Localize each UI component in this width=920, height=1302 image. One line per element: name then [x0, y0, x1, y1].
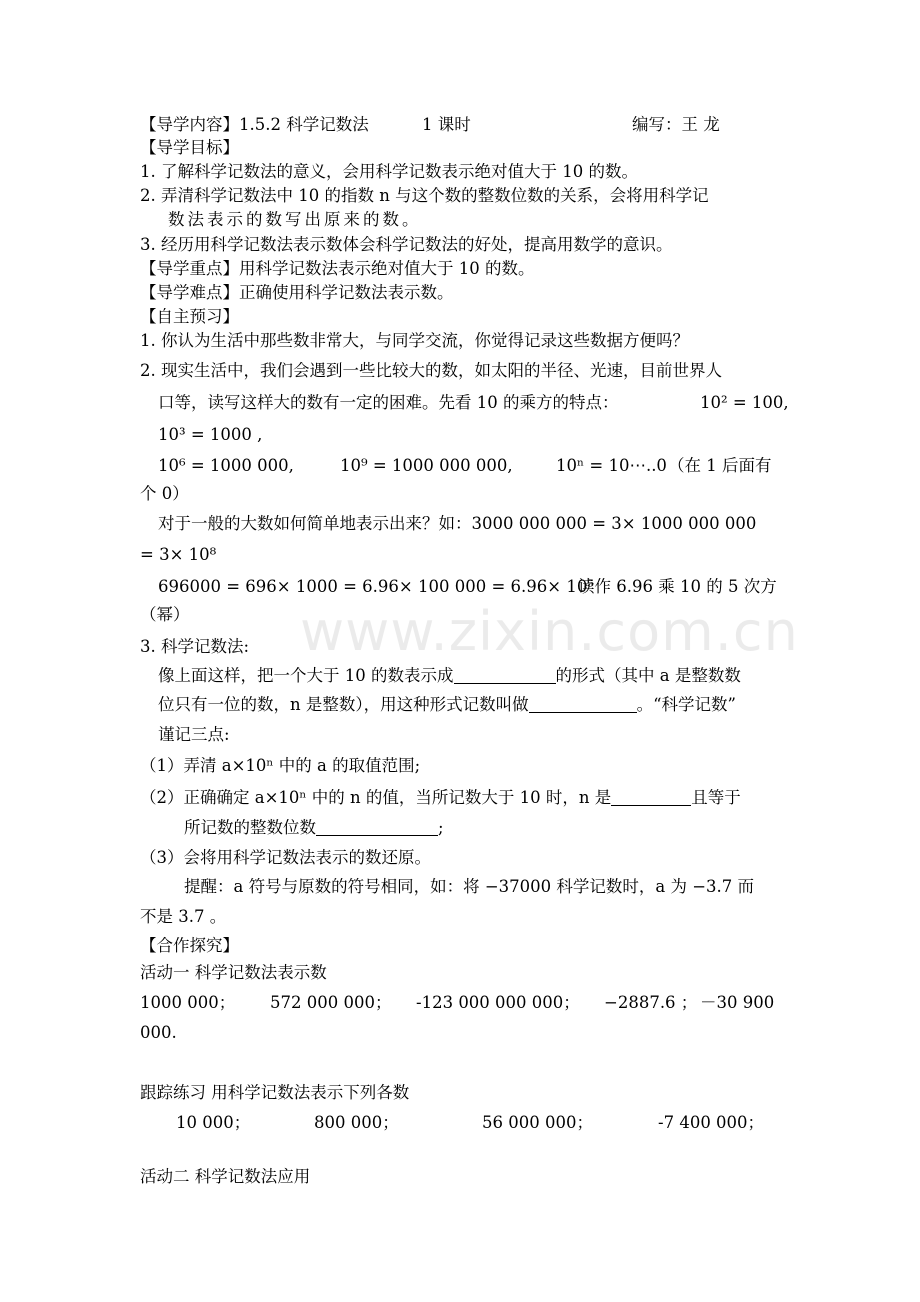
header-hours: 1 课时: [422, 115, 471, 134]
power-2: 10² = 100,: [700, 393, 789, 412]
sci-def-2: 位只有一位的数，n 是整数），用这种形式记数叫做 。“科学记数”: [158, 695, 736, 714]
remember-heading: 谨记三点:: [158, 725, 230, 744]
activity-1-num: 572 000 000；: [270, 993, 392, 1012]
point-1: （1）弄清 a×10ⁿ 中的 a 的取值范围;: [140, 756, 421, 775]
preview-q2-cont: 口等，读写这样大的数有一定的困难。先看 10 的乘方的特点：: [158, 393, 619, 412]
blank-n[interactable]: [611, 789, 691, 806]
example-2-reading-cont: （幂）: [140, 605, 190, 624]
goal-2: 2. 弄清科学记数法中 10 的指数 n 与这个数的整数位数的关系，会将用科学记: [140, 186, 709, 205]
power-9: 10⁹ = 1000 000 000,: [340, 456, 513, 475]
coop-heading: 【合作探究】: [140, 936, 239, 955]
example-answer: = 3× 10⁸: [140, 545, 217, 564]
watermark: www.zixin.com.cn: [300, 600, 799, 663]
tip-1: 提醒：a 符号与原数的符号相同，如：将 −37000 科学记数时，a 为 −3.7 而: [184, 877, 755, 896]
power-3: 10³ = 1000 ,: [158, 425, 263, 444]
blank-form[interactable]: [454, 667, 556, 684]
example-2: 696000 = 696× 1000 = 6.96× 100 000 = 6.96× 10⁵: [158, 577, 594, 596]
goal-1: 1. 了解科学记数法的意义，会用科学记数表示绝对值大于 10 的数。: [140, 162, 638, 181]
key-point: 【导学重点】用科学记数法表示绝对值大于 10 的数。: [140, 259, 535, 278]
example-question: 对于一般的大数如何简单地表示出来？如：3000 000 000 = 3× 1000 000 000: [158, 514, 757, 533]
goal-2-cont: 数法表示的数写出原来的数。: [168, 210, 422, 229]
activity-1: 活动一 科学记数法表示数: [140, 963, 327, 982]
goal-3: 3. 经历用科学记数法表示数体会科学记数法的好处，提高用数学的意识。: [140, 235, 673, 254]
header-content: 【导学内容】1.5.2 科学记数法: [140, 115, 369, 134]
practice-num: 10 000；: [176, 1113, 251, 1132]
blank-term[interactable]: [529, 696, 637, 713]
preview-q1: 1. 你认为生活中那些数非常大，与同学交流，你觉得记录这些数据方便吗？: [140, 331, 689, 350]
sci-heading: 3. 科学记数法:: [140, 637, 250, 656]
activity-1-num: －30 900: [700, 993, 775, 1012]
activity-2: 活动二 科学记数法应用: [140, 1167, 311, 1186]
difficulty: 【导学难点】正确使用科学记数法表示数。: [140, 283, 454, 302]
point-2: （2）正确确定 a×10ⁿ 中的 n 的值，当所记数大于 10 时，n 是 且等于: [140, 788, 741, 807]
preview-heading: 【自主预习】: [140, 307, 239, 326]
practice-heading: 跟踪练习 用科学记数法表示下列各数: [140, 1083, 410, 1102]
power-n: 10ⁿ = 10⋯..0: [556, 456, 667, 475]
blank-digits[interactable]: [316, 819, 438, 836]
practice-num: -7 400 000；: [658, 1113, 765, 1132]
activity-1-num-cont: 000.: [140, 1023, 177, 1042]
power-n-note: （在 1 后面有: [668, 456, 772, 475]
power-n-note-cont: 个 0）: [140, 484, 189, 503]
goals-heading: 【导学目标】: [140, 138, 239, 157]
activity-1-num: −2887.6 ；: [604, 993, 698, 1012]
header-author: 编写：王 龙: [632, 115, 720, 134]
power-6: 10⁶ = 1000 000,: [158, 456, 294, 475]
practice-num: 800 000；: [314, 1113, 399, 1132]
tip-2: 不是 3.7 。: [140, 907, 227, 926]
preview-q2: 2. 现实生活中，我们会遇到一些比较大的数，如太阳的半径、光速，目前世界人: [140, 361, 722, 380]
activity-1-num: 1000 000；: [140, 993, 236, 1012]
point-2-cont: 所记数的整数位数 ;: [184, 818, 444, 837]
sci-def-1: 像上面这样，把一个大于 10 的数表示成 的形式（其中 a 是整数数: [158, 666, 741, 685]
point-3: （3）会将用科学记数法表示的数还原。: [140, 848, 431, 867]
practice-num: 56 000 000；: [482, 1113, 593, 1132]
activity-1-num: -123 000 000 000；: [416, 993, 580, 1012]
example-2-reading: 读作 6.96 乘 10 的 5 次方: [578, 577, 777, 596]
